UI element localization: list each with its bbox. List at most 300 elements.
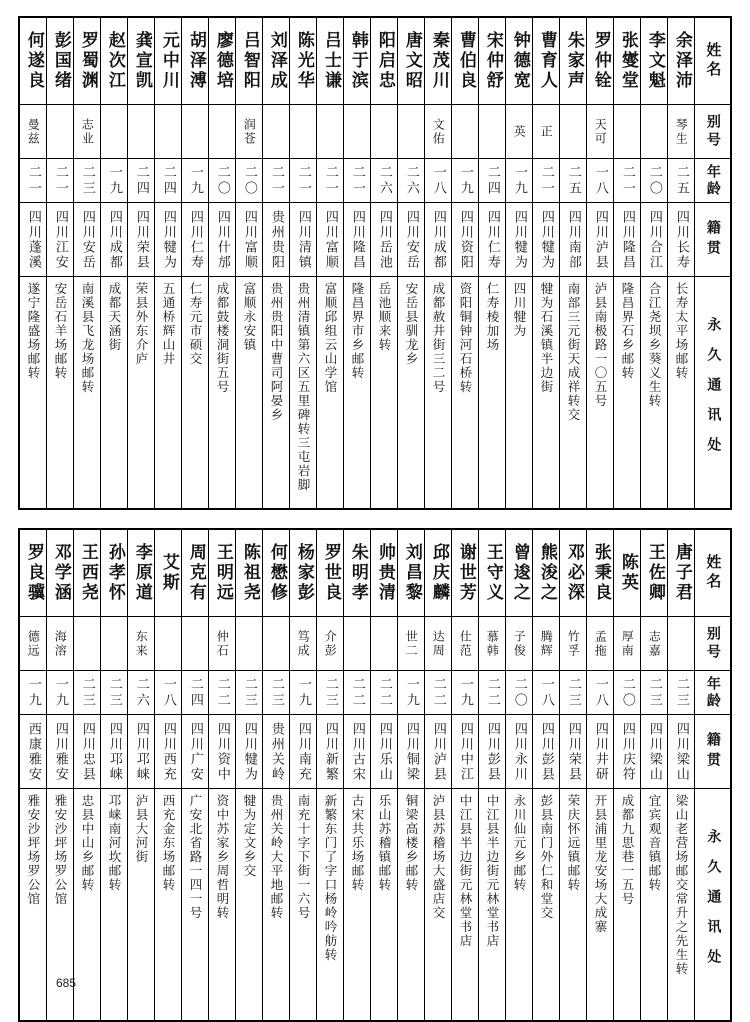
entry-address: 广安北省路一四一号 (182, 788, 208, 1020)
entry-alias (398, 104, 424, 158)
entry-name: 元中川 (158, 31, 179, 91)
entry-origin: 四川南部 (560, 202, 586, 276)
roster-entry-column (559, 18, 586, 508)
entry-address: 邛崃南河坎邮转 (101, 788, 127, 1020)
entry-age: 二三 (560, 670, 586, 714)
entry-address: 泸县大河街 (128, 788, 154, 1020)
entry-age: 二六 (371, 158, 397, 202)
roster-table-top (18, 16, 732, 510)
roster-entry-column (370, 18, 397, 508)
entry-alias: 正 (533, 104, 559, 158)
entry-name: 王守义 (482, 543, 503, 603)
entry-age: 二三 (74, 158, 100, 202)
entry-alias (155, 616, 181, 670)
roster-entry-column (181, 530, 208, 1020)
roster-entry-column (154, 18, 181, 508)
entry-age: 二一 (20, 158, 46, 202)
entry-alias: 子俊 (506, 616, 532, 670)
entry-name: 廖德培 (212, 31, 233, 91)
entry-name: 罗蜀渊 (77, 31, 98, 91)
entry-origin: 四川资中 (209, 714, 235, 788)
entry-name: 王明远 (212, 543, 233, 603)
entry-name: 何遂良 (23, 31, 44, 91)
entry-address: 中江县半边街元林堂书店 (479, 788, 505, 1020)
entry-age: 二六 (398, 158, 424, 202)
entry-origin: 四川犍为 (155, 202, 181, 276)
entry-alias: 天可 (587, 104, 613, 158)
entry-name: 刘昌黎 (401, 543, 422, 603)
entry-origin: 四川广安 (182, 714, 208, 788)
entry-address: 新繁东门了字口杨岭吟舫转 (317, 788, 343, 1020)
entry-age: 一九 (101, 158, 127, 202)
entry-name: 杨家彭 (293, 543, 314, 603)
entry-age: 二一 (533, 158, 559, 202)
column-headers-top (694, 18, 730, 508)
entry-age: 二〇 (506, 670, 532, 714)
entry-alias (263, 104, 289, 158)
entry-age: 二二 (479, 670, 505, 714)
entry-address: 合江尧坝乡葵义生转 (641, 276, 667, 508)
roster-entry-column (370, 530, 397, 1020)
roster-entry-column (586, 530, 613, 1020)
entry-address: 荣县外东介庐 (128, 276, 154, 508)
entry-address: 彭县南门外仁和堂交 (533, 788, 559, 1020)
entry-age: 二三 (668, 670, 694, 714)
entry-name: 王佐卿 (644, 543, 665, 603)
roster-entry-column (262, 18, 289, 508)
roster-entry-column (667, 18, 694, 508)
entry-origin: 四川犍为 (533, 202, 559, 276)
entry-origin: 四川忠县 (74, 714, 100, 788)
entry-alias: 慕韩 (479, 616, 505, 670)
entry-age: 一九 (452, 158, 478, 202)
entry-origin: 西康雅安 (20, 714, 46, 788)
header-age: 年龄 (695, 158, 730, 202)
roster-entry-column (559, 530, 586, 1020)
entry-alias (560, 104, 586, 158)
entry-alias: 东来 (128, 616, 154, 670)
entry-origin: 四川成都 (425, 202, 451, 276)
entry-age: 一九 (452, 670, 478, 714)
entry-origin: 四川成都 (101, 202, 127, 276)
entry-name: 吕智阳 (239, 31, 260, 91)
entry-age: 二三 (263, 670, 289, 714)
entry-name: 宋仲舒 (482, 31, 503, 91)
entry-origin: 四川彭县 (533, 714, 559, 788)
entry-alias: 琴生 (668, 104, 694, 158)
entry-name: 邓必深 (563, 543, 584, 603)
entry-name: 余泽沛 (671, 31, 692, 91)
entry-alias (209, 104, 235, 158)
entry-alias (641, 104, 667, 158)
roster-entry-column (640, 18, 667, 508)
entry-origin: 四川泸县 (425, 714, 451, 788)
header-name: 姓名 (704, 554, 723, 592)
entry-age: 二一 (263, 158, 289, 202)
entry-alias (371, 104, 397, 158)
entry-origin: 四川合江 (641, 202, 667, 276)
entry-alias (452, 104, 478, 158)
entry-origin: 四川梁山 (641, 714, 667, 788)
entry-origin: 四川泸县 (587, 202, 613, 276)
entry-origin: 四川安岳 (74, 202, 100, 276)
roster-entry-column (613, 530, 640, 1020)
entry-age: 一九 (47, 670, 73, 714)
entry-name: 熊浚之 (536, 543, 557, 603)
entry-age: 二〇 (209, 158, 235, 202)
entry-origin: 四川仁寿 (479, 202, 505, 276)
entry-address: 遂宁隆盛场邮转 (20, 276, 46, 508)
roster-entry-column (343, 18, 370, 508)
entry-alias (182, 104, 208, 158)
roster-entry-column (289, 18, 316, 508)
roster-entry-column (424, 18, 451, 508)
entry-address: 泸县苏稽场大盛店交 (425, 788, 451, 1020)
entry-name: 钟德宽 (509, 31, 530, 91)
entry-age: 二二 (371, 670, 397, 714)
entry-origin: 四川长寿 (668, 202, 694, 276)
entry-address: 雅安沙坪场罗公馆 (20, 788, 46, 1020)
entry-name: 龚宣凯 (131, 31, 152, 91)
entry-age: 二四 (155, 158, 181, 202)
entry-age: 一八 (425, 158, 451, 202)
header-age: 年龄 (695, 670, 730, 714)
roster-entry-column (532, 530, 559, 1020)
entry-address: 雅安沙坪场罗公馆 (47, 788, 73, 1020)
entry-alias (74, 616, 100, 670)
roster-entry-column (397, 530, 424, 1020)
entry-name: 帅贵清 (374, 543, 395, 603)
roster-entry-column (505, 18, 532, 508)
roster-entry-column (316, 18, 343, 508)
table-gap (18, 510, 732, 528)
entry-alias (128, 104, 154, 158)
entry-origin: 四川铜梁 (398, 714, 424, 788)
entry-origin: 四川岳池 (371, 202, 397, 276)
entry-address: 犍为石溪镇半边街 (533, 276, 559, 508)
entry-alias (155, 104, 181, 158)
entry-age: 二〇 (614, 670, 640, 714)
entry-alias: 孟拖 (587, 616, 613, 670)
entry-age: 一八 (155, 670, 181, 714)
entry-alias: 仲石 (209, 616, 235, 670)
entry-origin: 四川邛崃 (101, 714, 127, 788)
entry-age: 二〇 (641, 158, 667, 202)
entry-age: 二一 (344, 158, 370, 202)
entry-alias: 厚南 (614, 616, 640, 670)
entry-origin: 四川隆昌 (614, 202, 640, 276)
entry-name: 孙孝怀 (104, 543, 125, 603)
entry-name: 唐文昭 (401, 31, 422, 91)
entry-alias: 笃成 (290, 616, 316, 670)
entry-alias: 介彭 (317, 616, 343, 670)
roster-entry-column (100, 530, 127, 1020)
entry-address: 贵州贵阳中曹司阿晏乡 (263, 276, 289, 508)
entry-origin: 四川仁寿 (182, 202, 208, 276)
entry-alias (614, 104, 640, 158)
entry-name: 吕士谦 (320, 31, 341, 91)
entry-alias (344, 104, 370, 158)
roster-entry-column (397, 18, 424, 508)
entry-origin: 四川彭县 (479, 714, 505, 788)
entry-age: 二六 (128, 670, 154, 714)
roster-entry-column (235, 530, 262, 1020)
entry-origin: 四川荣县 (128, 202, 154, 276)
entry-address: 隆昌界市乡邮转 (344, 276, 370, 508)
roster-entry-column (46, 530, 73, 1020)
header-alias: 别号 (695, 104, 730, 158)
entry-age: 二三 (317, 670, 343, 714)
entry-age: 二二 (425, 670, 451, 714)
roster-entry-column (586, 18, 613, 508)
entry-age: 二三 (236, 670, 262, 714)
entry-name: 邓学涵 (50, 543, 71, 603)
entry-name: 刘泽成 (266, 31, 287, 91)
entry-name: 朱家声 (563, 31, 584, 91)
roster-entry-column (46, 18, 73, 508)
entry-origin: 四川乐山 (371, 714, 397, 788)
entry-name: 曹伯良 (455, 31, 476, 91)
entry-alias (668, 616, 694, 670)
entry-address: 富顺邱组云山学馆 (317, 276, 343, 508)
entry-name: 艾斯 (158, 553, 179, 593)
roster-entry-column (262, 530, 289, 1020)
entry-address: 南充十字下街一六号 (290, 788, 316, 1020)
entry-address: 成都鼓楼洞街五号 (209, 276, 235, 508)
entry-origin: 四川安岳 (398, 202, 424, 276)
page-number: 685 (56, 976, 77, 990)
entry-age: 一八 (533, 670, 559, 714)
entry-address: 永川仙元乡邮转 (506, 788, 532, 1020)
roster-entry-column (235, 18, 262, 508)
entry-age: 二四 (182, 670, 208, 714)
entry-name: 王西尧 (77, 543, 98, 603)
entry-age: 二三 (101, 670, 127, 714)
header-address: 永久通讯处 (695, 276, 730, 508)
entry-address: 乐山苏稽镇邮转 (371, 788, 397, 1020)
roster-entry-column (343, 530, 370, 1020)
header-origin: 籍贯 (695, 714, 730, 788)
entry-origin: 四川古宋 (344, 714, 370, 788)
roster-entry-column (208, 18, 235, 508)
entry-address: 成都赦井街三二号 (425, 276, 451, 508)
entry-alias: 曼兹 (20, 104, 46, 158)
roster-entry-column (613, 18, 640, 508)
entry-origin: 四川梁山 (668, 714, 694, 788)
entry-age: 一八 (587, 670, 613, 714)
entry-origin: 四川富顺 (236, 202, 262, 276)
entry-address: 五通桥辉山井 (155, 276, 181, 508)
entry-address: 富顺永安镇 (236, 276, 262, 508)
header-origin: 籍贯 (695, 202, 730, 276)
entry-name: 罗世良 (320, 543, 341, 603)
entry-address: 安岳县驯龙乡 (398, 276, 424, 508)
entry-name: 邱庆麟 (428, 543, 449, 603)
entry-address: 西充金东场邮转 (155, 788, 181, 1020)
entry-name: 罗良骥 (23, 543, 44, 603)
entry-name: 陈英 (617, 553, 638, 593)
entry-name: 周克有 (185, 543, 206, 603)
roster-entry-column (478, 18, 505, 508)
roster-entry-column (20, 18, 46, 508)
entry-age: 一九 (506, 158, 532, 202)
roster-entry-column (127, 530, 154, 1020)
entry-alias (371, 616, 397, 670)
header-alias: 别号 (695, 616, 730, 670)
entry-address: 开县浦里龙安场大成寨 (587, 788, 613, 1020)
entry-name: 秦茂川 (428, 31, 449, 91)
entry-origin: 四川犍为 (506, 202, 532, 276)
entry-alias: 英 (506, 104, 532, 158)
header-name: 姓名 (704, 42, 723, 80)
roster-entry-column (478, 530, 505, 1020)
entry-alias (236, 616, 262, 670)
entry-age: 二三 (74, 670, 100, 714)
entry-address: 泸县南极路一〇五号 (587, 276, 613, 508)
entry-alias: 德远 (20, 616, 46, 670)
entry-origin: 四川西充 (155, 714, 181, 788)
entry-age: 一九 (182, 158, 208, 202)
entry-address: 仁寿棱加场 (479, 276, 505, 508)
entry-name: 唐子君 (671, 543, 692, 603)
entry-age: 二〇 (236, 158, 262, 202)
entry-name: 阳启忠 (374, 31, 395, 91)
entry-origin: 四川什邡 (209, 202, 235, 276)
roster-entry-column (127, 18, 154, 508)
roster-entry-column (532, 18, 559, 508)
entry-address: 中江县半边街元林堂书店 (452, 788, 478, 1020)
entry-origin: 四川雅安 (47, 714, 73, 788)
entry-address: 岳池顺来转 (371, 276, 397, 508)
entry-alias (101, 616, 127, 670)
entry-age: 二一 (47, 158, 73, 202)
entry-age: 一九 (20, 670, 46, 714)
entry-origin: 贵州贵阳 (263, 202, 289, 276)
entry-origin: 贵州关岭 (263, 714, 289, 788)
entry-age: 二四 (479, 158, 505, 202)
entry-name: 李原道 (131, 543, 152, 603)
entry-origin: 四川江安 (47, 202, 73, 276)
entry-alias: 仕范 (452, 616, 478, 670)
entry-age: 二五 (560, 158, 586, 202)
entry-alias (47, 104, 73, 158)
entry-alias (317, 104, 343, 158)
entry-address: 资阳铜钟河石桥转 (452, 276, 478, 508)
entry-address: 隆昌界石乡邮转 (614, 276, 640, 508)
entry-name: 朱明孝 (347, 543, 368, 603)
entry-name: 何懋修 (266, 543, 287, 603)
entry-alias: 竹孚 (560, 616, 586, 670)
entry-address: 仁寿元市硕交 (182, 276, 208, 508)
entry-alias (479, 104, 505, 158)
entry-age: 二三 (641, 670, 667, 714)
entry-age: 一九 (290, 670, 316, 714)
entry-address: 贵州清镇第六区五里碑转三屯岩脚 (290, 276, 316, 508)
entry-name: 彭国绪 (50, 31, 71, 91)
entry-name: 陈光华 (293, 31, 314, 91)
entry-address: 成都天涵街 (101, 276, 127, 508)
entry-alias: 文佑 (425, 104, 451, 158)
entry-origin: 四川蓬溪 (20, 202, 46, 276)
entry-address: 成都九思巷一五号 (614, 788, 640, 1020)
entry-origin: 四川永川 (506, 714, 532, 788)
roster-entry-column (424, 530, 451, 1020)
entry-name: 谢世芳 (455, 543, 476, 603)
entry-name: 胡泽溥 (185, 31, 206, 91)
entry-alias: 润苍 (236, 104, 262, 158)
entry-name: 赵次江 (104, 31, 125, 91)
roster-entry-column (208, 530, 235, 1020)
roster-entry-column (73, 18, 100, 508)
entry-origin: 四川荣县 (560, 714, 586, 788)
entry-address: 忠县中山乡邮转 (74, 788, 100, 1020)
entry-origin: 四川新繁 (317, 714, 343, 788)
entry-address: 安岳石羊场邮转 (47, 276, 73, 508)
entry-address: 荣庆怀远镇邮转 (560, 788, 586, 1020)
roster-entry-column (667, 530, 694, 1020)
entry-address: 宜宾观音镇邮转 (641, 788, 667, 1020)
roster-table-bottom (18, 528, 732, 1022)
entry-origin: 四川富顺 (317, 202, 343, 276)
roster-entry-column (100, 18, 127, 508)
entry-origin: 四川南充 (290, 714, 316, 788)
column-headers-bottom (694, 530, 730, 1020)
entry-age: 一八 (587, 158, 613, 202)
entry-name: 罗仲铨 (590, 31, 611, 91)
entry-name: 张秉良 (590, 543, 611, 603)
entry-address: 犍为定文乡交 (236, 788, 262, 1020)
entry-alias: 达周 (425, 616, 451, 670)
entry-address: 铜梁高楼乡邮转 (398, 788, 424, 1020)
roster-entry-column (316, 530, 343, 1020)
entry-age: 二一 (614, 158, 640, 202)
entry-origin: 四川清镇 (290, 202, 316, 276)
entry-alias: 腾辉 (533, 616, 559, 670)
entry-origin: 四川庆符 (614, 714, 640, 788)
entry-address: 四川犍为 (506, 276, 532, 508)
entry-origin: 四川资阳 (452, 202, 478, 276)
entry-age: 二一 (317, 158, 343, 202)
entry-address: 贵州关岭大平地邮转 (263, 788, 289, 1020)
entry-age: 二四 (128, 158, 154, 202)
entry-name: 李文魁 (644, 31, 665, 91)
entry-address: 长寿太平场邮转 (668, 276, 694, 508)
entry-age: 二一 (290, 158, 316, 202)
entry-name: 韩于滨 (347, 31, 368, 91)
entry-alias (344, 616, 370, 670)
entry-origin: 四川井研 (587, 714, 613, 788)
entry-alias: 志业 (74, 104, 100, 158)
roster-entry-column (181, 18, 208, 508)
entry-address: 南部三元街天成祥转交 (560, 276, 586, 508)
entry-age: 一九 (398, 670, 424, 714)
entry-origin: 四川中江 (452, 714, 478, 788)
entry-address: 资中苏家乡周哲明转 (209, 788, 235, 1020)
roster-entry-column (289, 530, 316, 1020)
roster-entry-column (20, 530, 46, 1020)
entry-alias (101, 104, 127, 158)
entry-alias (290, 104, 316, 158)
roster-entry-column (640, 530, 667, 1020)
entry-name: 张燮堂 (617, 31, 638, 91)
entry-name: 曾逡之 (509, 543, 530, 603)
entry-age: 二二 (209, 670, 235, 714)
entry-alias (263, 616, 289, 670)
entry-address: 南溪县飞龙场邮转 (74, 276, 100, 508)
roster-entry-column (154, 530, 181, 1020)
entry-alias (182, 616, 208, 670)
entry-age: 二二 (344, 670, 370, 714)
